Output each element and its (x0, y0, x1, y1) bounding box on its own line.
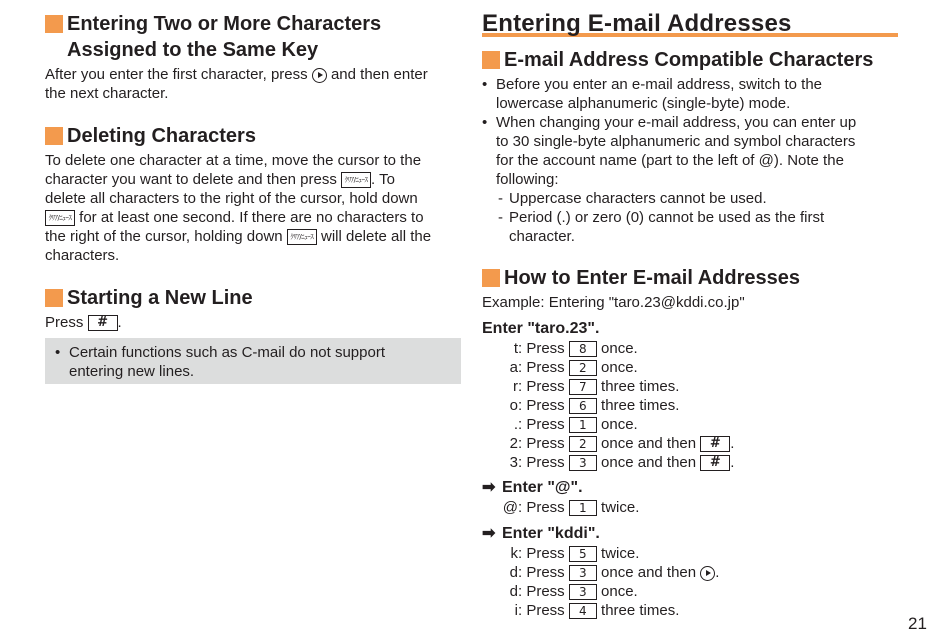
bullet: • (55, 344, 61, 361)
step-suffix: twice. (596, 499, 640, 516)
number-key-icon: 8 (569, 341, 597, 357)
number-key-icon: 1 (569, 500, 597, 516)
step-row (498, 453, 734, 472)
step-suffix: once. (596, 416, 638, 433)
heading-text: E-mail Address Compatible Characters (504, 49, 874, 71)
number-key-icon: 3 (569, 455, 597, 471)
orange-square-icon (482, 51, 500, 69)
text: following: (496, 171, 559, 188)
step-row (498, 582, 719, 601)
step-suffix: once and then (596, 435, 697, 452)
section-heading-how-to (482, 265, 934, 291)
colon: : (518, 499, 527, 516)
note-box (45, 338, 461, 384)
clear-key-icon: ｸﾘｱ/ﾆｭｰｽ (341, 172, 371, 188)
press-text: Press (526, 416, 569, 433)
text: . (117, 314, 122, 331)
colon: : (518, 454, 527, 471)
number-key-icon: 4 (569, 603, 597, 619)
text: character you want to delete and then press (45, 171, 337, 188)
text: After you enter the first character, press (45, 66, 308, 83)
text: and then enter (330, 66, 428, 83)
arrow-right-icon: ➡ (482, 479, 496, 496)
press-text: Press (526, 545, 569, 562)
step-suffix: once. (596, 583, 638, 600)
step-char: i (514, 602, 518, 619)
number-key-icon: 2 (569, 360, 597, 376)
step-row (498, 563, 719, 582)
step-row (498, 339, 734, 358)
list-item (482, 113, 916, 189)
step-row (498, 498, 639, 517)
number-key-icon: 3 (569, 565, 597, 581)
text: for the account name (part to the left of @). Note the (496, 152, 844, 169)
section-heading-new-line (45, 285, 487, 311)
cursor-key-icon (312, 68, 327, 83)
step-char: a (509, 359, 518, 376)
text: Before you enter an e-mail address, switch to the (496, 76, 823, 93)
text: When changing your e-mail address, you can enter up (496, 114, 857, 131)
arrow-right-icon: ➡ (482, 525, 496, 542)
note-text (55, 343, 449, 381)
number-key-icon: 6 (569, 398, 597, 414)
number-key-icon: 7 (569, 379, 597, 395)
step-char: k (510, 545, 518, 562)
steps-taro23 (498, 339, 734, 472)
orange-square-icon (45, 15, 63, 33)
text: characters. (45, 247, 120, 264)
number-key-icon: 3 (569, 584, 597, 600)
section-heading-two-chars (45, 11, 487, 63)
dash: - (498, 209, 503, 226)
text: the right of the cursor, holding down (45, 228, 283, 245)
press-text: Press (526, 435, 569, 452)
paragraph (45, 151, 465, 265)
hash-key-icon: # (700, 455, 730, 471)
hash-key-icon: # (88, 315, 118, 331)
bullet: • (482, 114, 488, 131)
text: lowercase alphanumeric (single-byte) mode. (496, 95, 791, 112)
period: . (715, 564, 720, 581)
step-suffix: once and then (596, 454, 697, 471)
number-key-icon: 5 (569, 546, 597, 562)
bullet-list (482, 75, 916, 246)
clear-key-icon: ｸﾘｱ/ﾆｭｰｽ (287, 229, 317, 245)
step-row (498, 358, 734, 377)
dash: - (498, 190, 503, 207)
step-suffix: once. (596, 340, 638, 357)
text: will delete all the (321, 228, 432, 245)
step-row (498, 377, 734, 396)
step-row (498, 544, 719, 563)
step-suffix: three times. (596, 378, 680, 395)
step-suffix: three times. (596, 397, 680, 414)
press-text: Press (526, 499, 569, 516)
step-char: r (513, 378, 518, 395)
bullet: • (482, 76, 488, 93)
text: to 30 single-byte alphanumeric and symbol characters (496, 133, 856, 150)
step-row (498, 434, 734, 453)
step-char: @ (502, 499, 518, 516)
press-text: Press (526, 454, 569, 471)
step-char: d (509, 583, 518, 600)
heading-text: How to Enter E-mail Addresses (504, 267, 800, 289)
step-heading (482, 524, 600, 544)
example-text: Example: Entering "taro.23@kddi.co.jp" (482, 294, 745, 311)
colon: : (518, 416, 527, 433)
period: . (730, 435, 735, 452)
step-char: . (513, 416, 518, 433)
step-row (498, 601, 719, 620)
step-heading (482, 478, 583, 498)
text: for at least one second. If there are no characters to (79, 209, 424, 226)
orange-square-icon (482, 269, 500, 287)
text: Enter "kddi". (502, 525, 600, 542)
heading-text: Starting a New Line (67, 287, 253, 309)
text: Uppercase characters cannot be used. (509, 190, 767, 207)
hash-key-icon: # (700, 436, 730, 452)
heading-line: Assigned to the Same Key (67, 39, 319, 61)
number-key-icon: 2 (569, 436, 597, 452)
colon: : (518, 545, 527, 562)
number-key-icon: 1 (569, 417, 597, 433)
step-suffix: once and then (596, 564, 697, 581)
press-text: Press (526, 340, 569, 357)
text: Certain functions such as C-mail do not support (69, 344, 385, 361)
page-number: 21 (908, 614, 927, 633)
page-title: Entering E-mail Addresses (482, 10, 792, 37)
step-suffix: once. (596, 359, 638, 376)
colon: : (518, 359, 527, 376)
text: Press (45, 314, 84, 331)
colon: : (518, 397, 527, 414)
text: delete all characters to the right of the cursor, hold down (45, 190, 418, 207)
colon: : (518, 378, 527, 395)
press-text: Press (526, 359, 569, 376)
cursor-key-icon (700, 566, 715, 581)
orange-square-icon (45, 127, 63, 145)
text: Enter "@". (502, 479, 583, 496)
step-heading: Enter "taro.23". (482, 320, 600, 337)
section-heading-deleting (45, 123, 487, 149)
press-text: Press (526, 602, 569, 619)
text: entering new lines. (69, 363, 195, 380)
colon: : (518, 340, 527, 357)
heading-line: Entering Two or More Characters (67, 13, 382, 35)
step-char: o (509, 397, 518, 414)
press-text: Press (526, 397, 569, 414)
text: To delete one character at a time, move the cursor to the (45, 152, 422, 169)
clear-key-icon: ｸﾘｱ/ﾆｭｰｽ (45, 210, 75, 226)
press-text: Press (526, 378, 569, 395)
paragraph (45, 313, 465, 332)
step-suffix: three times. (596, 602, 680, 619)
orange-square-icon (45, 289, 63, 307)
step-row (498, 415, 734, 434)
step-char: d (509, 564, 518, 581)
step-char: 3 (509, 454, 518, 471)
colon: : (518, 602, 527, 619)
period: . (730, 454, 735, 471)
colon: : (518, 435, 527, 452)
press-text: Press (526, 583, 569, 600)
colon: : (518, 564, 527, 581)
section-heading-compatible (482, 47, 934, 73)
text: Period (.) or zero (0) cannot be used as the first (509, 209, 825, 226)
paragraph (45, 65, 465, 103)
step-suffix: twice. (596, 545, 640, 562)
list-item (482, 75, 916, 113)
sub-item (496, 208, 916, 246)
text: character. (509, 228, 575, 245)
press-text: Press (526, 564, 569, 581)
steps-kddi (498, 544, 719, 620)
step-char: t (513, 340, 518, 357)
step-row (498, 396, 734, 415)
step-char: 2 (509, 435, 518, 452)
colon: : (518, 583, 527, 600)
steps-at (498, 498, 639, 517)
text: the next character. (45, 85, 169, 102)
text: . To (371, 171, 395, 188)
heading-text: Deleting Characters (67, 125, 256, 147)
sub-item (496, 189, 916, 208)
